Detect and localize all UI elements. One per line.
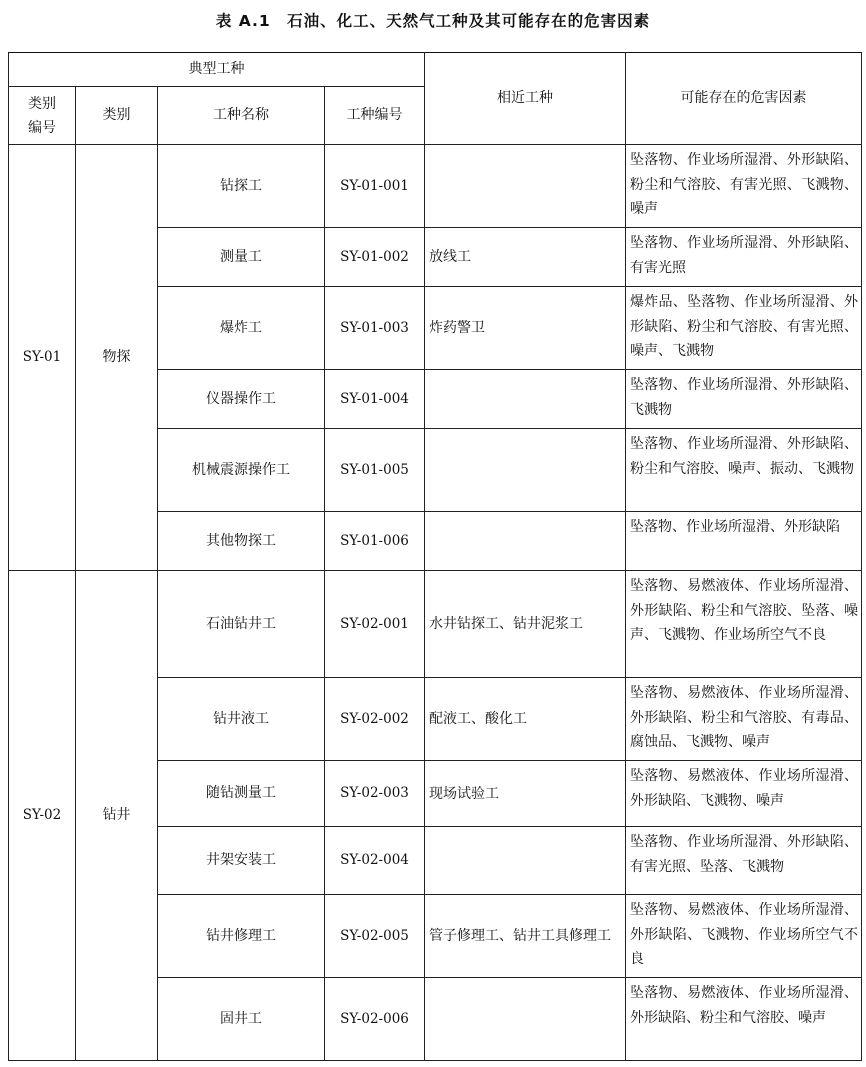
group-sy-02 [9, 571, 862, 1061]
header-typical-job: 典型工种 [9, 53, 425, 87]
job-code-cell: SY-02-003 [325, 761, 425, 827]
job-name-cell: 钻井修理工 [158, 895, 325, 978]
job-code-cell: SY-01-003 [325, 287, 425, 370]
header-category: 类别 [76, 87, 158, 145]
job-code-cell: SY-02-001 [325, 571, 425, 678]
header-category-code [9, 87, 76, 145]
similar-job-cell [425, 978, 626, 1061]
hazard-cell: 坠落物、作业场所湿滑、外形缺陷 [626, 512, 862, 571]
hazard-cell: 坠落物、作业场所湿滑、外形缺陷、粉尘和气溶胶、噪声、振动、飞溅物 [626, 429, 862, 512]
header-job-code: 工种编号 [325, 87, 425, 145]
hazard-cell: 坠落物、易燃液体、作业场所湿滑、外形缺陷、飞溅物、噪声 [626, 761, 862, 827]
similar-job-cell [425, 512, 626, 571]
similar-job-cell: 现场试验工 [425, 761, 626, 827]
similar-job-cell: 炸药警卫 [425, 287, 626, 370]
header-category-code-line1: 类别 [28, 95, 56, 112]
table-row [9, 571, 862, 678]
header-job-name: 工种名称 [158, 87, 325, 145]
job-code-cell: SY-01-001 [325, 145, 425, 228]
job-code-cell: SY-01-006 [325, 512, 425, 571]
category-code-cell: SY-02 [9, 571, 76, 1061]
job-code-cell: SY-01-004 [325, 370, 425, 429]
job-name-cell: 机械震源操作工 [158, 429, 325, 512]
category-code-cell: SY-01 [9, 145, 76, 571]
similar-job-cell: 配液工、酸化工 [425, 678, 626, 761]
job-name-cell: 随钻测量工 [158, 761, 325, 827]
similar-job-cell: 管子修理工、钻井工具修理工 [425, 895, 626, 978]
similar-job-cell [425, 145, 626, 228]
hazard-cell: 坠落物、易燃液体、作业场所湿滑、外形缺陷、飞溅物、作业场所空气不良 [626, 895, 862, 978]
similar-job-cell [425, 429, 626, 512]
group-sy-01 [9, 145, 862, 571]
job-name-cell: 钻井液工 [158, 678, 325, 761]
job-name-cell: 其他物探工 [158, 512, 325, 571]
table-row [9, 145, 862, 228]
hazard-cell: 坠落物、易燃液体、作业场所湿滑、外形缺陷、粉尘和气溶胶、坠落、噪声、飞溅物、作业场所空气不良 [626, 571, 862, 678]
header-similar-job: 相近工种 [425, 53, 626, 145]
job-code-cell: SY-02-006 [325, 978, 425, 1061]
job-code-cell: SY-01-005 [325, 429, 425, 512]
hazard-cell: 坠落物、作业场所湿滑、外形缺陷、粉尘和气溶胶、有害光照、飞溅物、噪声 [626, 145, 862, 228]
hazard-cell: 坠落物、作业场所湿滑、外形缺陷、飞溅物 [626, 370, 862, 429]
similar-job-cell [425, 370, 626, 429]
header-hazards: 可能存在的危害因素 [626, 53, 862, 145]
header-category-code-line2: 编号 [28, 119, 56, 136]
hazard-table [8, 52, 862, 1061]
hazard-cell: 坠落物、作业场所湿滑、外形缺陷、有害光照、坠落、飞溅物 [626, 827, 862, 895]
hazard-cell: 爆炸品、坠落物、作业场所湿滑、外形缺陷、粉尘和气溶胶、有害光照、噪声、飞溅物 [626, 287, 862, 370]
job-name-cell: 测量工 [158, 228, 325, 287]
category-cell: 物探 [76, 145, 158, 571]
hazard-cell: 坠落物、易燃液体、作业场所湿滑、外形缺陷、粉尘和气溶胶、噪声 [626, 978, 862, 1061]
table-title: 表 A.1 石油、化工、天然气工种及其可能存在的危害因素 [215, 12, 651, 30]
job-code-cell: SY-02-004 [325, 827, 425, 895]
similar-job-cell [425, 827, 626, 895]
job-code-cell: SY-02-002 [325, 678, 425, 761]
job-name-cell: 井架安装工 [158, 827, 325, 895]
job-name-cell: 石油钻井工 [158, 571, 325, 678]
job-code-cell: SY-02-005 [325, 895, 425, 978]
category-cell: 钻井 [76, 571, 158, 1061]
similar-job-cell: 放线工 [425, 228, 626, 287]
job-name-cell: 钻探工 [158, 145, 325, 228]
job-name-cell: 爆炸工 [158, 287, 325, 370]
hazard-cell: 坠落物、易燃液体、作业场所湿滑、外形缺陷、粉尘和气溶胶、有毒品、腐蚀品、飞溅物、噪声 [626, 678, 862, 761]
hazard-cell: 坠落物、作业场所湿滑、外形缺陷、有害光照 [626, 228, 862, 287]
similar-job-cell: 水井钻探工、钻井泥浆工 [425, 571, 626, 678]
job-name-cell: 固井工 [158, 978, 325, 1061]
job-name-cell: 仪器操作工 [158, 370, 325, 429]
job-code-cell: SY-01-002 [325, 228, 425, 287]
